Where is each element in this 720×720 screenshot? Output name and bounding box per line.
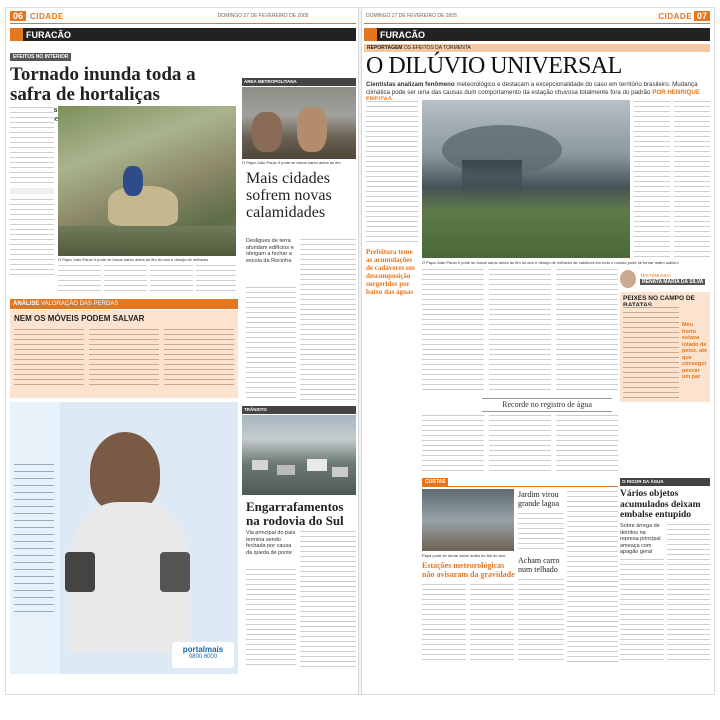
story2-deck: Desligues de terra afundam edifícios e obrigam a fechar a escola da Rocinha [246, 238, 294, 264]
story1-photo-flooded-field [58, 106, 236, 256]
right-kicker [364, 44, 710, 52]
story3-deck: Via principal do país termina sendo fechada por causa da queda de ponte [246, 530, 296, 556]
story1-text-col1b [10, 198, 54, 278]
curtas-photo [422, 489, 514, 551]
story3-text-col2 [300, 530, 356, 668]
economy-text-col2 [667, 523, 710, 663]
right-kicker-bold: REPORTAGEM [367, 45, 403, 51]
brief-jardim-text [518, 512, 564, 552]
curtas-label: CURTAS [422, 478, 448, 486]
story3-text-col1 [246, 568, 296, 668]
right-text-col0 [366, 100, 418, 245]
right-date: DOMINGO 27 DE FEVEREIRO DE 2005 [366, 13, 457, 19]
right-deck-byline: POR HENRIQUE [652, 88, 700, 96]
analysis-box [10, 310, 238, 398]
right-folio [366, 10, 710, 22]
right-page-number: 07 [694, 11, 710, 21]
economy-deck: Sobre árrega de detritos na represa principal ameaça com apagão geral [620, 523, 661, 555]
story1-kicker: EFEITOS NO INTERIOR [10, 53, 71, 61]
right-headline: O DILÚVIO UNIVERSAL [366, 53, 622, 79]
witness-avatar [620, 270, 636, 288]
phone-icon-2 [160, 552, 190, 592]
story2-headline: Mais cidades sofrem novas calamidades [246, 170, 332, 221]
story2-text-col2 [300, 238, 356, 401]
left-folio [10, 10, 309, 22]
analysis-title: NEM OS MÓVEIS PODEM SALVAR [14, 314, 145, 323]
story2-caption: O Papa João Paulo II pode se tornar santo antes do fim [242, 160, 341, 165]
curtas-caption: Papa pode se tornar santo antes do fim do ano [422, 553, 506, 558]
right-section-bar [364, 28, 710, 41]
left-section-name: CIDADE [30, 11, 64, 21]
ad-brand: portalmais [182, 645, 224, 654]
recorde-columns [422, 414, 618, 472]
left-section-bar [10, 28, 356, 41]
brief-carro-text [518, 578, 564, 663]
right-kicker-rest: OS EFEITOS DA TORMENTA [403, 45, 471, 51]
newspaper-spread [6, 8, 714, 694]
storm-photo-caption: O Papa João Paulo II pode se tornar santo antes do fim do ano e desejo de milhares de católicos em todo o mundo pode se tornar realm sublorv [422, 260, 679, 265]
brief-carro: Acham carro num telhado [518, 556, 560, 574]
right-text-cols-top [634, 100, 710, 258]
right-deck-bold: Cientistas analizam fenômeno [366, 81, 455, 88]
right-page [362, 8, 714, 694]
peixes-title: PEIXES NO CAMPO DE [623, 295, 695, 302]
advertisement [10, 402, 238, 674]
left-section-bar-label: FURACÃO [26, 29, 71, 40]
right-body-columns [422, 268, 618, 394]
hurricane-icon [10, 28, 23, 41]
right-section-bar-label: FURACÃO [380, 29, 425, 40]
story2-text-col1 [246, 286, 296, 401]
economy-kicker: O RIGOR DA ÁGUA [620, 478, 710, 486]
story3-kicker: TRÂNSITO [242, 406, 356, 414]
story1-caption: O Papa João Paulo II pode se tornar santo antes do fim do ano e desejo de milhares [58, 257, 209, 262]
analysis-bar [10, 299, 238, 309]
testimony-name: RENATA MARIA DA SILVA [642, 279, 704, 285]
curtas-text [422, 583, 514, 663]
analysis-bar-label: ANÁLISE [13, 301, 40, 307]
economy-text-col1 [620, 558, 664, 663]
story1-text-bottom [58, 264, 236, 294]
storm-photo [422, 100, 630, 258]
story1-headline: Tornado inunda toda a safra de hortaliças [10, 64, 196, 105]
curtas-headline: Estações meteorológicas não avisaram da gravidade [422, 561, 515, 579]
left-date: DOMINGO 27 DE FEVEREIRO DE 2005 [217, 13, 309, 19]
story2-photo [242, 87, 356, 159]
peixes-box [620, 292, 710, 402]
ad-person-head [90, 432, 160, 512]
right-section-name: CIDADE [658, 12, 693, 21]
story1-text-col1 [10, 106, 54, 186]
left-page-number: 06 [10, 11, 26, 21]
brief-jardim: Jardim virou grande lagoa [518, 490, 560, 508]
peixes-quote: Meu horto estava lotado de peixe, até que consegui pescar um par [682, 322, 708, 380]
story2-kicker: ÁREA METROPOLITANA [242, 78, 356, 86]
pullquote: Prefeitura teme as acumulações de cadáveres em descomposição surgeridos por baixo das águas [366, 248, 415, 296]
recorde-title: Recorde no registro de água [482, 398, 612, 412]
testimony-label: TESTEMUNHA [640, 273, 672, 278]
story3-headline: Engarrafamentos na rodovia do Sul [246, 499, 344, 528]
ad-logo [172, 642, 234, 668]
left-page [6, 8, 358, 694]
curtas-text-col3 [567, 490, 618, 663]
story3-photo-traffic [242, 415, 356, 495]
ad-phone: 0800 6000 [188, 654, 218, 660]
testimony-header [620, 270, 710, 290]
economy-headline: Vários objetos acumulados deixam embalse entupido [620, 489, 701, 520]
analysis-bar-rest: VALORAÇÃO DAS PERDAS [41, 301, 119, 307]
right-deck-rest: meteorológico e destacam a excepcionalidade do caso em território brasileiro. Mudança climática pode ser uma das causas dum comportamento da estação chuvosa totalmente fora do padrão [366, 81, 698, 96]
hurricane-icon-right [364, 28, 377, 41]
phone-icon [65, 552, 95, 592]
